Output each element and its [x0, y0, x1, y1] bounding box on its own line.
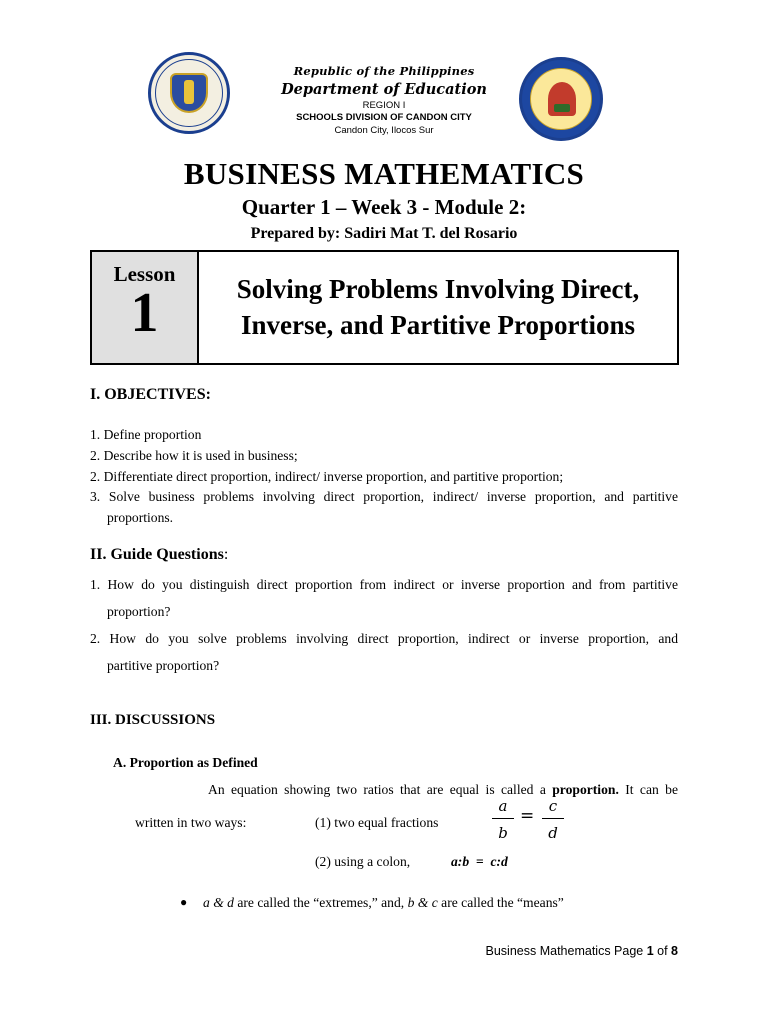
objective-item: 1. Define proportion	[90, 427, 202, 442]
objective-item-continued: proportions.	[107, 510, 174, 525]
prepared-by: Prepared by: Sadiri Mat T. del Rosario	[250, 225, 518, 242]
extremes-means-note	[203, 895, 564, 911]
division-label: SCHOOLS DIVISION OF CANDON CITY	[296, 112, 472, 123]
lesson-number: 1	[130, 282, 159, 344]
discussions-heading: III. DISCUSSIONS	[90, 712, 216, 728]
fraction-c: c	[548, 797, 558, 815]
guide-heading-colon: :	[223, 546, 229, 563]
objective-item: 3. Solve business problems involving direct proportion, indirect/ inverse proportion, and partitive	[90, 489, 678, 504]
footer-label: Business Mathematics Page	[485, 944, 647, 958]
proportion-term: proportion.	[552, 782, 619, 797]
fraction-d: d	[548, 824, 558, 842]
republic-label: Republic of the Philippines	[293, 64, 475, 78]
means-terms: b & c	[407, 895, 438, 910]
footer-of: of	[653, 944, 672, 958]
city-label: Candon City, Ilocos Sur	[334, 125, 434, 136]
lesson-title	[199, 252, 677, 363]
fraction-bar-left	[492, 818, 514, 819]
lesson-box	[90, 250, 679, 365]
lesson-label: Lesson	[113, 262, 176, 286]
objective-item: 2. Describe how it is used in business;	[90, 448, 298, 463]
written-in-two-ways: written in two ways:	[135, 815, 247, 830]
lesson-number-cell	[92, 252, 199, 363]
guide-questions-heading	[90, 546, 228, 564]
way-2-label: (2) using a colon,	[315, 854, 411, 869]
page-footer	[420, 944, 678, 958]
extremes-terms: a & d	[203, 895, 234, 910]
lesson-title-line-1: Solving Problems Involving Direct,	[236, 273, 640, 304]
proportion-definition	[208, 782, 678, 798]
module-subtitle: Quarter 1 – Week 3 - Module 2:	[241, 195, 527, 219]
means-text: are called the “means”	[437, 895, 564, 910]
department-label: Department of Education	[281, 81, 487, 98]
fraction-bar-right	[542, 818, 564, 819]
guide-question-1: 1. How do you distinguish direct proportion from indirect or inverse proportion and from partitive	[90, 577, 678, 592]
document-title: BUSINESS MATHEMATICS	[183, 156, 585, 191]
definition-text-start: An equation showing two ratios that are equal is called a	[208, 782, 553, 797]
extremes-text: are called the “extremes,” and,	[233, 895, 408, 910]
guide-question-2-continued: partitive proportion?	[107, 658, 220, 673]
definition-text-end: It can be	[618, 782, 678, 797]
fraction-b: b	[498, 824, 508, 842]
guide-heading-text: II. Guide Questions	[90, 546, 224, 563]
colon-form: a:b = c:d	[451, 854, 508, 869]
way-1-label: (1) two equal fractions	[315, 815, 439, 830]
guide-question-1-continued: proportion?	[107, 604, 171, 619]
objectives-heading: I. OBJECTIVES:	[90, 386, 211, 403]
equals-sign: =	[520, 806, 535, 826]
bullet-icon: ●	[180, 895, 188, 909]
proportion-defined-heading: A. Proportion as Defined	[113, 755, 258, 770]
lesson-title-line-2: Inverse, and Partitive Proportions	[241, 309, 635, 340]
guide-question-2: 2. How do you solve problems involving direct proportion, indirect or inverse proportion, and	[90, 631, 678, 646]
footer-total: 8	[671, 944, 678, 958]
fraction-a: a	[498, 797, 508, 815]
objective-item: 2. Differentiate direct proportion, indirect/ inverse proportion, and partitive proportion;	[90, 469, 564, 484]
footer-page: 1	[646, 944, 654, 958]
region-label: REGION I	[362, 100, 406, 111]
